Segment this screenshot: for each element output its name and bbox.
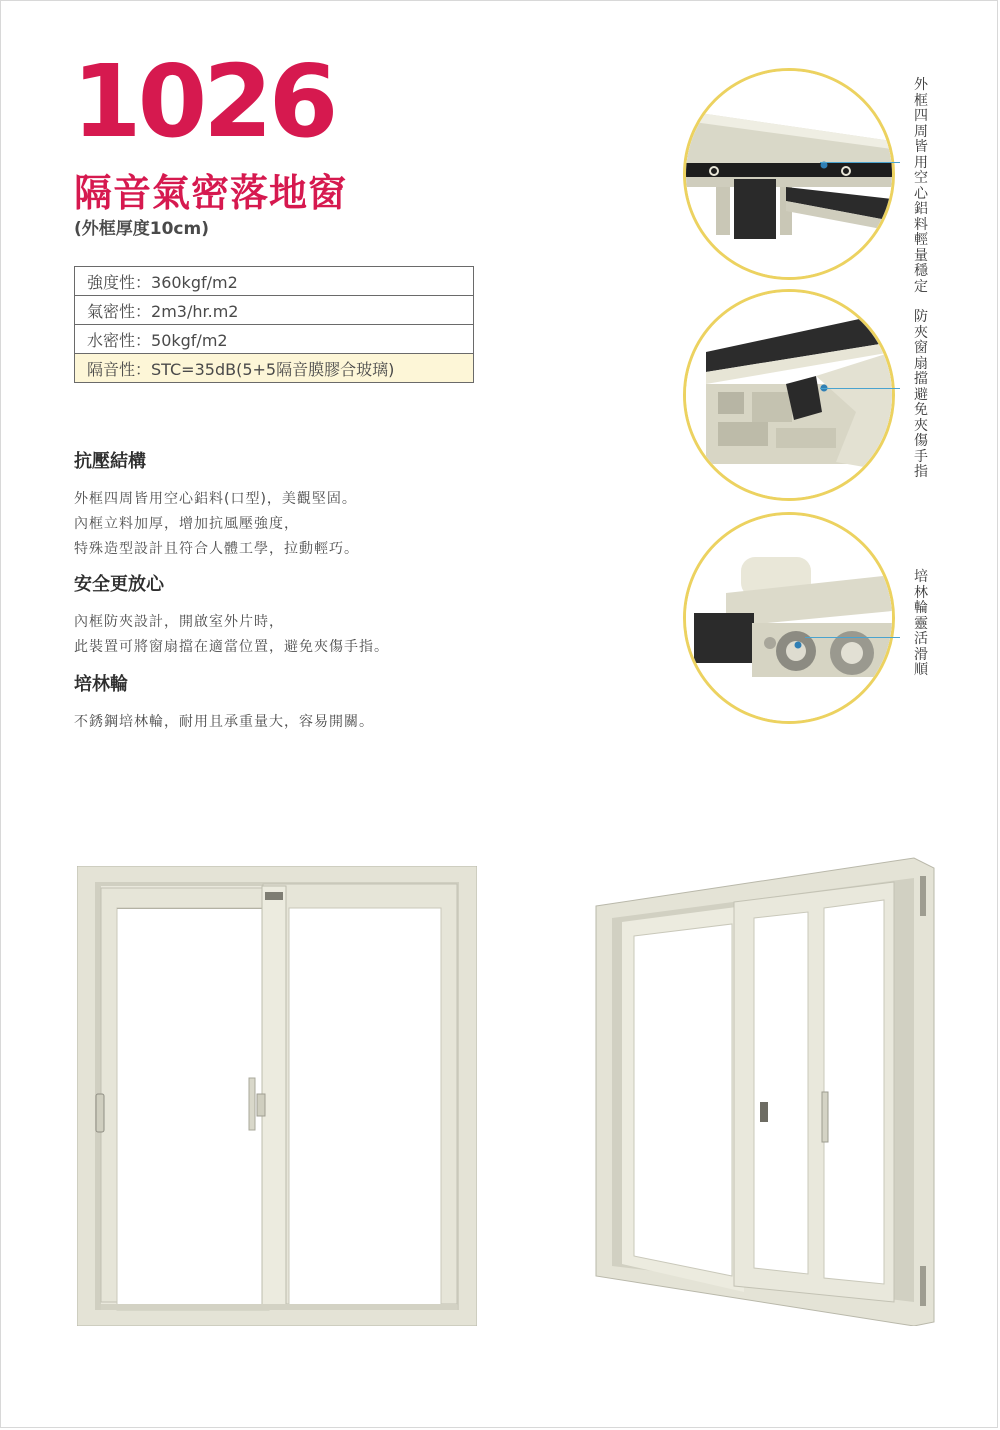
section-pressure-structure xyxy=(74,447,359,562)
section-line: 此裝置可將窗扇擋在適當位置，避免夾傷手指。 xyxy=(74,639,389,655)
spec-value: STC=35dB(5+5隔音膜膠合玻璃) xyxy=(151,359,395,379)
spec-label: 水密性： xyxy=(87,330,152,350)
section-line: 內框防夾設計，開啟室外片時， xyxy=(74,614,284,630)
product-title: 隔音氣密落地窗 xyxy=(74,171,348,215)
callout-leader-line xyxy=(805,637,900,638)
spec-label: 強度性： xyxy=(87,272,152,292)
bearing-wheel-detail-icon xyxy=(683,512,895,724)
section-heading: 培林輪 xyxy=(74,674,128,695)
spec-row-highlight xyxy=(75,354,474,383)
model-number: 1026 xyxy=(72,43,335,160)
callout-label: 培林輪靈活滑順 xyxy=(914,569,928,678)
spec-label: 隔音性： xyxy=(87,359,152,379)
callout-label: 防夾窗扇擋避免夾傷手指 xyxy=(914,309,928,480)
callout-leader-line xyxy=(820,162,900,163)
hollow-aluminum-frame-detail-icon xyxy=(683,68,895,280)
callout-label: 外框四周皆用空心鋁料輕量穩定 xyxy=(914,77,928,295)
spec-value: 2m3/hr.m2 xyxy=(151,301,239,321)
window-front-view-photo xyxy=(77,866,477,1330)
section-line: 特殊造型設計且符合人體工學，拉動輕巧。 xyxy=(74,541,359,557)
section-line: 內框立料加厚，增加抗風壓強度， xyxy=(74,516,299,532)
section-heading: 安全更放心 xyxy=(74,574,164,595)
spec-row xyxy=(75,296,474,325)
spec-value: 50kgf/m2 xyxy=(151,330,228,350)
section-bearing-wheel xyxy=(74,670,374,735)
window-angled-view-photo xyxy=(594,856,940,1330)
section-safety xyxy=(74,570,389,660)
spec-value: 360kgf/m2 xyxy=(151,272,238,292)
section-line: 外框四周皆用空心鋁料(口型)，美觀堅固。 xyxy=(74,491,357,507)
section-line: 不銹鋼培林輪，耐用且承重量大，容易開關。 xyxy=(74,714,374,730)
spec-table xyxy=(74,266,474,383)
spec-label: 氣密性： xyxy=(87,301,152,321)
product-subtitle: (外框厚度10cm) xyxy=(74,219,209,239)
callout-leader-line xyxy=(820,388,900,389)
spec-row xyxy=(75,325,474,354)
spec-row xyxy=(75,267,474,296)
anti-pinch-stopper-detail-icon xyxy=(683,289,895,501)
section-heading: 抗壓結構 xyxy=(74,451,146,472)
